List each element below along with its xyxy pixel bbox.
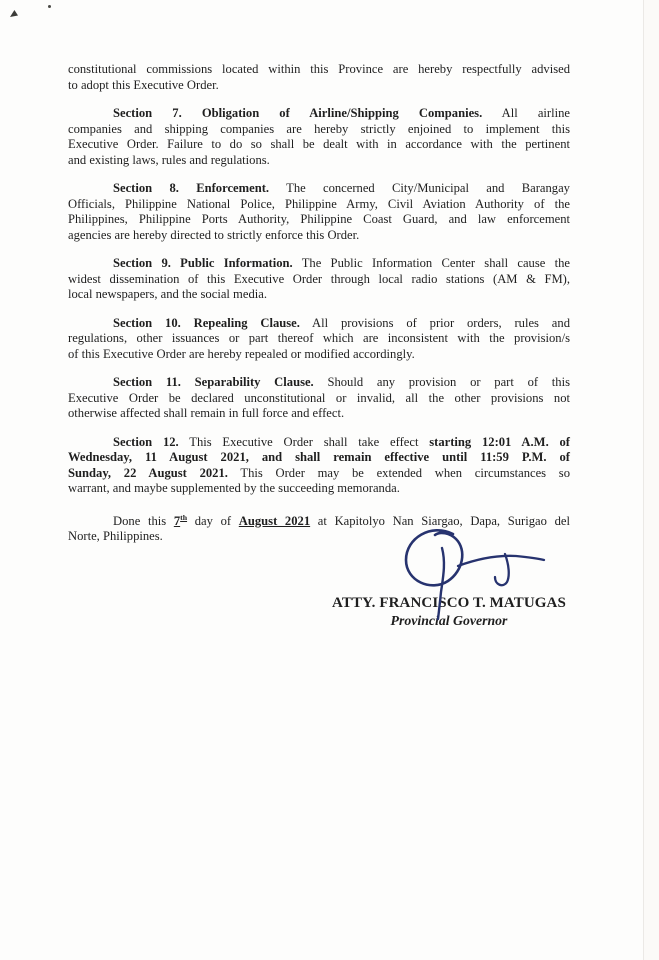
text-run: local newspapers, and the social media. [68, 287, 267, 301]
text-run: Section 9. Public Information. [113, 256, 293, 270]
text-line [68, 331, 570, 347]
text-line [68, 435, 570, 451]
text-line [68, 78, 570, 94]
signatory-title: Provincial Governor [390, 613, 508, 628]
text-run: Section 10. Repealing Clause. [113, 315, 300, 330]
text-line [68, 481, 570, 497]
text-run: Section 8. Enforcement. [113, 181, 270, 195]
text-run: regulations, other issuances or part thereof which are inconsistent with the provision/s [68, 331, 570, 345]
text-line [68, 466, 570, 482]
section-8-paragraph [68, 181, 570, 243]
text-line [68, 406, 570, 422]
text-run: widest dissemination of this Executive Order through local radio stations (AM & FM), [68, 271, 570, 286]
text-run: Philippines, Philippine Ports Authority, Philippine Coast Guard, and law enforcement [68, 212, 570, 226]
text-run: of this Executive Order are hereby repealed or modified accordingly. [68, 346, 415, 361]
text-run: day of [187, 513, 239, 528]
text-run: Executive Order. Failure to do so shall be dealt with in accordance with the pertinent [68, 137, 570, 151]
text-run: constitutional commissions located within this Province are hereby respectfully advised [68, 62, 570, 76]
text-run: Norte, Philippines. [68, 529, 163, 544]
text-run: th [180, 512, 188, 522]
text-line [68, 228, 570, 244]
text-run: The Public Information Center shall cause the [292, 256, 570, 270]
text-line [68, 181, 570, 197]
text-run: This Executive Order shall take effect [178, 434, 430, 449]
text-line [68, 153, 570, 169]
text-run: warrant, and maybe supplemented by the succeeding memoranda. [68, 481, 400, 495]
text-line [68, 287, 570, 303]
text-run: to adopt this Executive Order. [68, 77, 219, 92]
text-line [68, 256, 570, 272]
document-body [68, 62, 570, 558]
text-run: otherwise affected shall remain in full force and effect. [68, 406, 345, 420]
text-run: Section 12. [113, 434, 179, 449]
text-run: Should any provision or part of this [313, 375, 571, 389]
text-line [68, 450, 570, 466]
text-run: 7 [173, 513, 181, 528]
text-line [68, 375, 570, 391]
text-run: This Order may be extended when circumstances so [227, 465, 570, 480]
text-run: Executive Order be declared unconstitutional or invalid, all the other provisions not [68, 390, 570, 405]
text-run: Section 7. Obligation of Airline/Shipping Companies. [113, 106, 483, 120]
section-7-paragraph [68, 106, 570, 168]
text-line [68, 62, 570, 78]
text-line [68, 272, 570, 288]
text-line [68, 197, 570, 213]
text-run: Wednesday, 11 August 2021, and shall remain effective until 11:59 P.M. of [68, 450, 570, 464]
scan-edge-line [643, 0, 644, 960]
text-run: companies and shipping companies are hereby strictly enjoined to implement this [68, 121, 570, 136]
text-run: August 2021 [238, 513, 311, 528]
text-line [68, 106, 570, 122]
text-run: at Kapitolyo Nan Siargao, Dapa, Surigao del [310, 513, 570, 528]
section-11-paragraph [68, 375, 570, 422]
scan-edge-shade [644, 0, 659, 960]
section-10-paragraph [68, 316, 570, 363]
text-run: agencies are hereby directed to strictly enforce this Order. [68, 227, 360, 242]
text-run: The concerned City/Municipal and Barangay [269, 181, 570, 195]
scan-speck [48, 5, 51, 8]
text-run: Officials, Philippine National Police, Philippine Army, Civil Aviation Authority of the [68, 196, 570, 211]
text-run: Sunday, 22 August 2021. [68, 465, 228, 480]
text-run: and existing laws, rules and regulations. [68, 152, 270, 167]
text-run: Section 11. Separability Clause. [113, 375, 314, 389]
text-line [68, 122, 570, 138]
section-12-paragraph [68, 435, 570, 497]
section-9-paragraph [68, 256, 570, 303]
text-line [68, 212, 570, 228]
text-line [68, 137, 570, 153]
scan-speck [10, 10, 18, 17]
signatory-name: ATTY. FRANCISCO T. MATUGAS [332, 595, 566, 611]
text-line [68, 391, 570, 407]
text-line [68, 347, 570, 363]
text-run: All provisions of prior orders, rules and [299, 315, 570, 330]
continuation-paragraph [68, 62, 570, 93]
text-run: Done this [113, 513, 174, 528]
text-line [68, 316, 570, 332]
text-run: starting 12:01 A.M. of [429, 434, 570, 449]
handwritten-signature-ink [393, 516, 563, 626]
text-run: All airline [482, 106, 570, 120]
